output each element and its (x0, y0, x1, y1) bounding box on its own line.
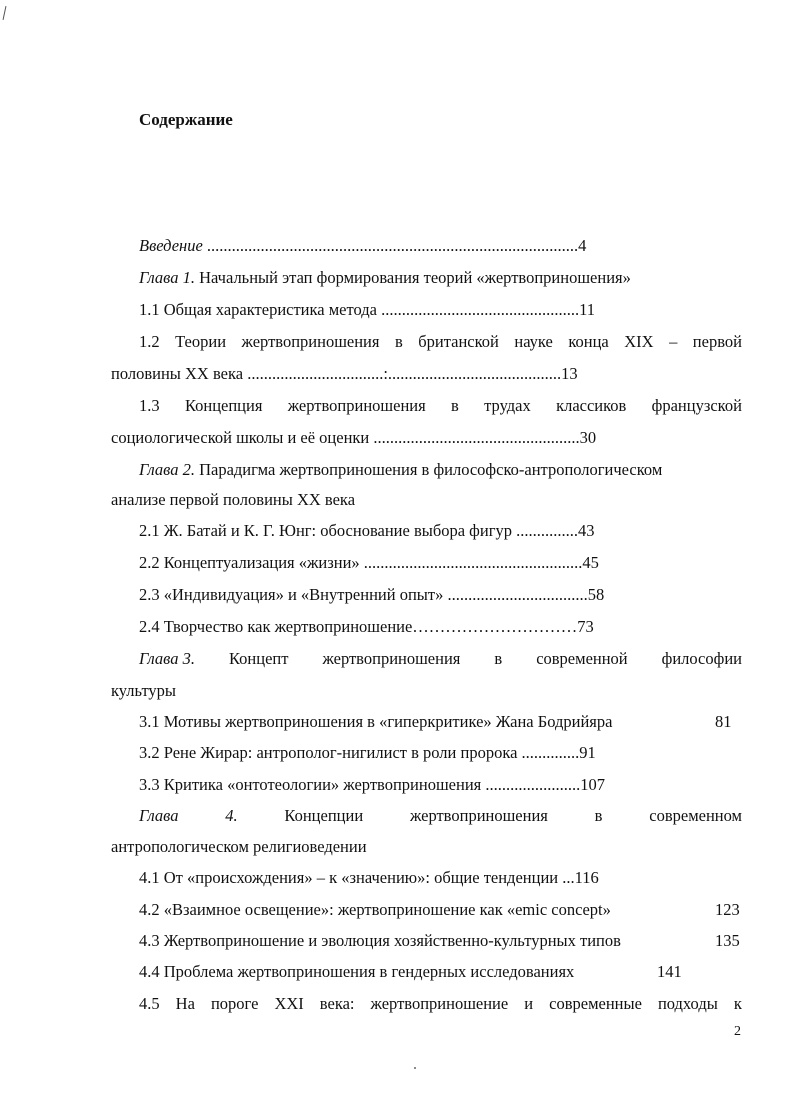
toc-chapter-2-cont: анализе первой половины XX века (111, 490, 356, 509)
toc-chapter-2-label: Глава 2. (139, 460, 195, 479)
toc-word: современной (536, 649, 628, 668)
toc-section-3-2: 3.2 Рене Жирар: антрополог-нигилист в роли пророка ..............91 (139, 743, 596, 762)
page-number: 2 (734, 1024, 741, 1039)
toc-word: 1.3 (139, 396, 160, 415)
toc-section-1-1: 1.1 Общая характеристика метода ................................................11 (139, 300, 595, 319)
toc-intro-page: ..........................................................................................4 (202, 236, 587, 255)
toc-word: трудах (484, 396, 531, 415)
toc-section-1-3-cont: социологической школы и её оценки ..................................................30 (111, 428, 597, 447)
toc-word: Концепт (228, 649, 289, 668)
toc-word: жертвоприношения (287, 396, 426, 415)
toc-section-1-3 (139, 396, 742, 416)
toc-word: Концепции (284, 806, 364, 825)
toc-section-2-3: 2.3 «Индивидуация» и «Внутренний опыт» ..................................58 (139, 585, 605, 604)
toc-section-4-2: 4.2 «Взаимное освещение»: жертвоприношение как «emic concept» (139, 900, 611, 919)
toc-chapter-3-cont: культуры (111, 681, 177, 700)
toc-section-4-3-page: 135 (715, 931, 740, 950)
toc-word: классиков (556, 396, 627, 415)
toc-word: Теории (175, 332, 227, 351)
toc-section-4-5 (139, 994, 742, 1014)
toc-word: жертвоприношения (409, 806, 548, 825)
toc-word: современном (649, 806, 742, 825)
toc-chapter-2 (139, 460, 662, 480)
toc-chapter-2-text: Парадигма жертвоприношения в философско-антропологическом (194, 460, 663, 479)
toc-word: науке (514, 332, 553, 351)
toc-word: первой (692, 332, 742, 351)
toc-word: XXI (274, 994, 304, 1013)
toc-chapter-4 (139, 806, 742, 826)
toc-section-4-3: 4.3 Жертвоприношение и эволюция хозяйственно-культурных типов (139, 931, 621, 950)
scan-mark (3, 6, 7, 20)
toc-word: 1.2 (139, 332, 160, 351)
toc-section-1-2 (139, 332, 742, 352)
toc-word: жертвоприношения (241, 332, 380, 351)
toc-chapter-4-cont: антропологическом религиоведении (111, 837, 367, 856)
toc-section-2-2: 2.2 Концептуализация «жизни» .....................................................45 (139, 553, 599, 572)
toc-word: На (175, 994, 195, 1013)
toc-section-3-1-page: 81 (715, 712, 732, 731)
toc-word: к (733, 994, 742, 1013)
toc-word: жертвоприношение (370, 994, 509, 1013)
toc-chapter-1-text: Начальный этап формирования теорий «жертвоприношения» (194, 268, 631, 287)
toc-word: в (451, 396, 459, 415)
toc-section-4-4-page: 141 (657, 962, 682, 981)
toc-word: жертвоприношения (322, 649, 461, 668)
toc-word: конца (568, 332, 609, 351)
toc-section-4-1: 4.1 От «происхождения» – к «значению»: общие тенденции ...116 (139, 868, 599, 887)
toc-word: 4.5 (139, 994, 160, 1013)
toc-chapter-4-label-1: Глава (139, 806, 179, 825)
toc-word: пороге (210, 994, 259, 1013)
toc-intro (139, 236, 586, 256)
toc-section-3-1: 3.1 Мотивы жертвоприношения в «гиперкритике» Жана Бодрийяра (139, 712, 613, 731)
toc-intro-label: Введение (139, 236, 203, 255)
toc-word: – (669, 332, 678, 351)
toc-chapter-1 (139, 268, 631, 288)
toc-section-1-2-cont: половины XX века .................................:..........................................13 (111, 364, 578, 383)
toc-section-3-3: 3.3 Критика «онтотеологии» жертвоприношения .......................107 (139, 775, 605, 794)
toc-word: и (524, 994, 534, 1013)
page-title: Содержание (139, 110, 233, 129)
toc-section-4-2-page: 123 (715, 900, 740, 919)
toc-chapter-3 (139, 649, 742, 669)
toc-word: философии (661, 649, 742, 668)
toc-chapter-3-label: Глава 3. (139, 649, 195, 668)
toc-word: современные (549, 994, 642, 1013)
toc-word: подходы (657, 994, 718, 1013)
toc-word: Концепция (184, 396, 263, 415)
toc-section-4-4: 4.4 Проблема жертвоприношения в гендерных исследованиях (139, 962, 575, 981)
toc-word: в (594, 806, 603, 825)
toc-word: британской (418, 332, 499, 351)
toc-word: французской (651, 396, 742, 415)
toc-chapter-1-label: Глава 1. (139, 268, 195, 287)
toc-section-2-1: 2.1 Ж. Батай и К. Г. Юнг: обоснование выбора фигур ...............43 (139, 521, 595, 540)
toc-word: в (494, 649, 503, 668)
toc-chapter-4-label-2: 4. (225, 806, 238, 825)
toc-word: XIX (624, 332, 654, 351)
toc-section-2-4: 2.4 Творчество как жертвоприношение…………………………73 (139, 617, 594, 636)
toc-word: в (394, 332, 403, 351)
scan-speck (414, 1067, 416, 1069)
toc-word: века: (319, 994, 355, 1013)
